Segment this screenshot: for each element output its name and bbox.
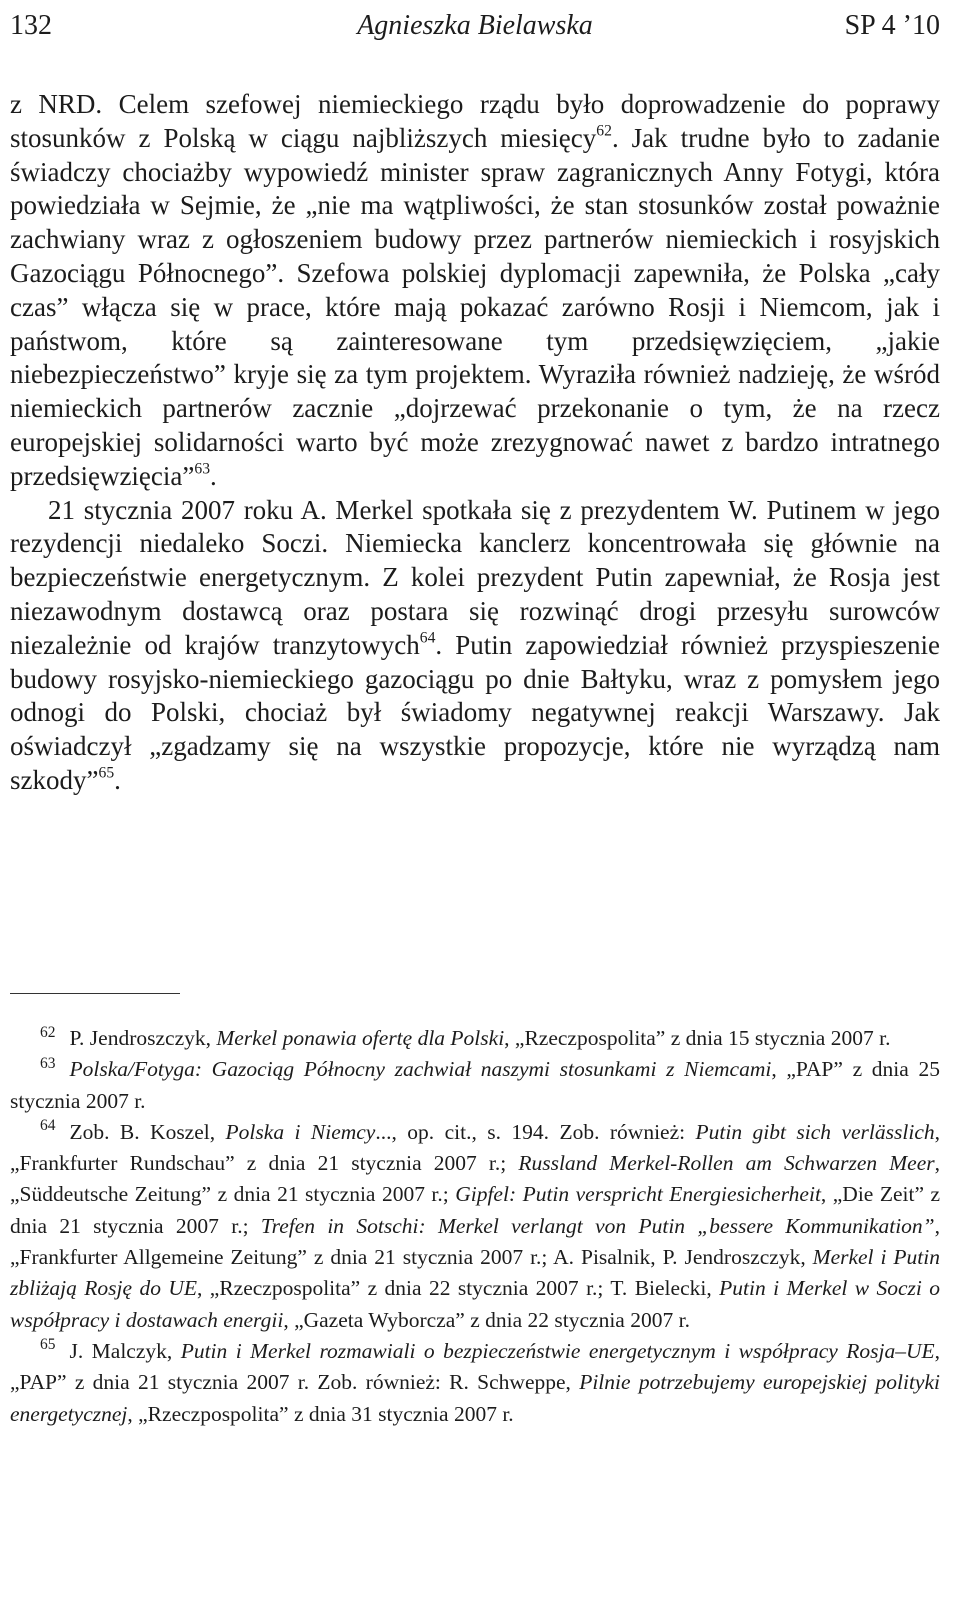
footnote-ref-62[interactable]: 62 <box>596 122 612 140</box>
running-header <box>10 6 940 46</box>
paragraph-2: 21 stycznia 2007 roku A. Merkel spotkała się z prezydentem W. Putinem w jego rezydencji niedaleko Soczi. Niemiecka kanclerz koncentrowała się głównie na bezpieczeństwie energetycznym. Z kolei prezydent Putin zapewniał, że Rosja jest niezawodnym dostawcą oraz postara się rozwinąć drogi przesyłu surowców niezależnie od krajów tranzytowych$^{64}$. Putin zapowiedział również przyspieszenie budowy rosyjsko-niemieckiego gazociągu po dnie Bałtyku, wraz z pomysłem jego odnogi do Polski, chociaż był świadomy negatywnej reakcji Warszawy. Jak oświadczył „zgadzamy się na wszystkie propozycje, które nie wyrządzą nam szkody”$^{65}$. <box>10 494 940 795</box>
footnote-separator <box>10 993 180 994</box>
footnotes <box>10 1023 940 1430</box>
page-number: 132 <box>10 10 52 41</box>
footnote-63: $^{63}$ Polska/Fotyga: Gazociąg Północny zachwiał naszymi stosunkami z Niemcami, „PAP” z dnia 25 stycznia 2007 r. <box>10 1054 940 1113</box>
footnote-65: $^{65}$ J. Malczyk, Putin i Merkel rozmawiali o bezpieczeństwie energetycznym i współpracy Rosja–UE, „PAP” z dnia 21 stycznia 2007 r. Zob. również: R. Schweppe, Pilnie potrzebujemy europejskiej polityki energetycznej, „Rzeczpospolita” z dnia 31 stycznia 2007 r. <box>10 1336 940 1426</box>
footnote-ref-64[interactable]: 64 <box>419 629 436 647</box>
footnote-64: $^{64}$ Zob. B. Koszel, Polska i Niemcy..., op. cit., s. 194. Zob. również: Putin gibt sich verlässlich, „Frankfurter Rundschau” z dnia 21 stycznia 2007 r.; Russland Merkel-Rollen am Schwarzen Meer, „Süddeutsche Zeitung” z dnia 21 stycznia 2007 r.; Gipfel: Putin verspricht Energiesicherheit, „Die Zeit” z dnia 21 stycznia 2007 r.; Trefen in Sotschi: Merkel verlangt von Putin „bessere Kommunikation”, „Frankfurter Allgemeine Zeitung” z dnia 21 stycznia 2007 r.; A. Pisalnik, P. Jendroszczyk, Merkel i Putin zbliżają Rosję do UE, „Rzeczpospolita” z dnia 22 stycznia 2007 r.; T. Bielecki, Putin i Merkel w Soczi o współpracy i dostawach energii, „Gazeta Wyborcza” z dnia 22 stycznia 2007 r. <box>10 1117 940 1332</box>
page <box>10 0 940 1600</box>
running-author: Agnieszka Bielawska <box>357 10 593 41</box>
journal-issue: SP 4 ’10 <box>844 10 940 41</box>
paragraph-1: z NRD. Celem szefowej niemieckiego rządu było doprowadzenie do poprawy stosunków z Polską w ciągu najbliższych miesięcy$^{62}$. Jak trudne było to zadanie świadczy chociażby wypowiedź minister spraw zagranicznych Anny Fotygi, która powiedziała w Sejmie, że „nie ma wątpliwości, że stan stosunków został poważnie zachwiany wraz z ogłoszeniem budowy przez partnerów niemieckich i rosyjskich Gazociągu Północnego”. Szefowa polskiej dyplomacji zapewniła, że Polska „cały czas” włącza się w prace, które mają pokazać zarówno Rosji i Niemcom, jak i państwom, które są zainteresowane tym przedsięwzięciem, „jakie niebezpieczeństwo” kryje się za tym projektem. Wyraziła również nadzieję, że wśród niemieckich partnerów zacznie „dojrzewać przekonanie o tym, że na rzecz europejskiej solidarności warto być może zrezygnować nawet z bardzo intratnego przedsięwzięcia”$^{63}$. <box>10 89 940 491</box>
footnote-62: $^{62}$ P. Jendroszczyk, Merkel ponawia ofertę dla Polski, „Rzeczpospolita” z dnia 15 stycznia 2007 r. <box>40 1023 891 1050</box>
main-text <box>10 88 940 798</box>
footnote-ref-65[interactable]: 65 <box>98 764 115 782</box>
footnote-ref-63[interactable]: 63 <box>194 460 211 478</box>
